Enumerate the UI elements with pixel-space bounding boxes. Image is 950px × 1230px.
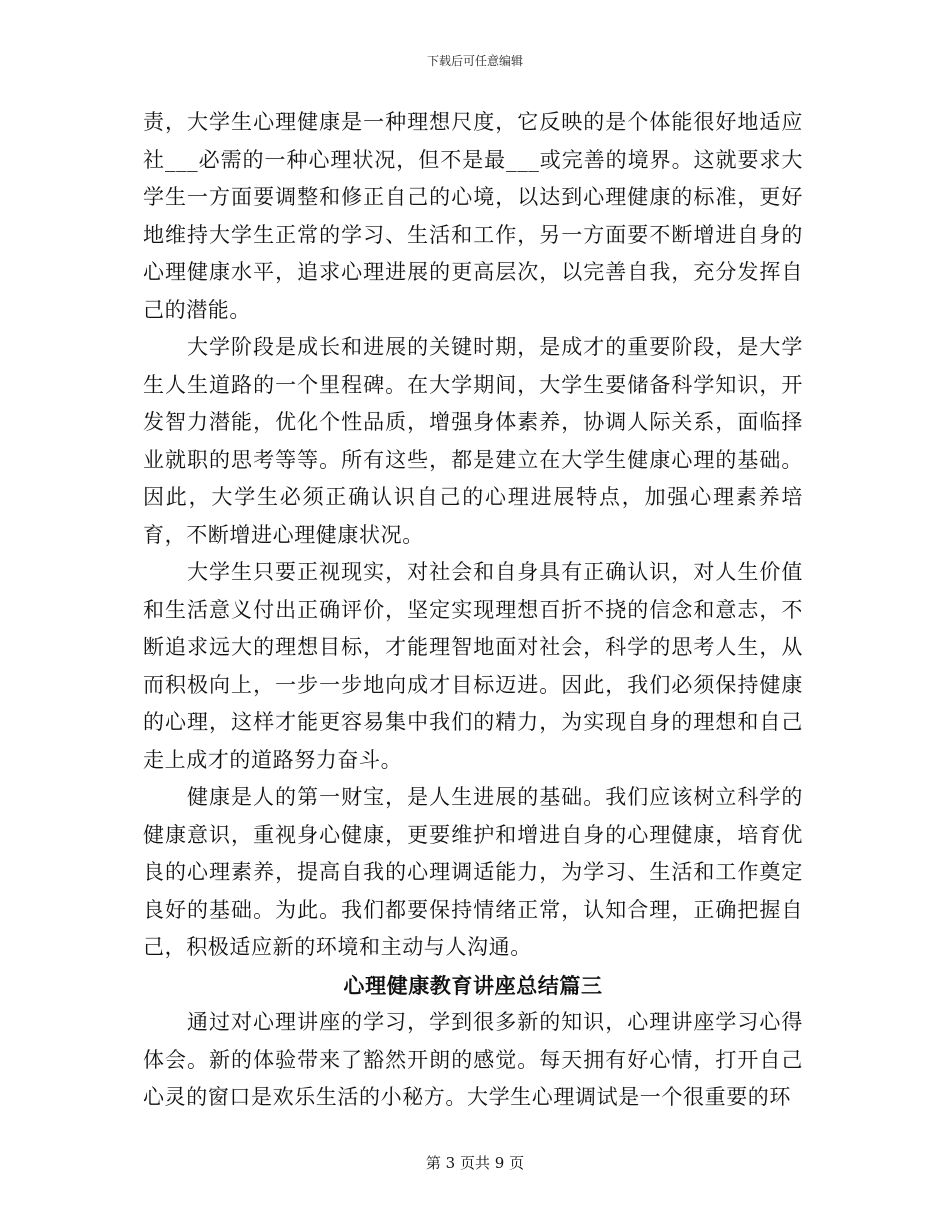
paragraph-continuation: 责，大学生心理健康是一种理想尺度，它反映的是个体能很好地适应社___必需的一种心理状况，但不是最___或完善的境界。这就要求大学生一方面要调整和修正自己的心境，以达到心理健康的标准，更好地维持大学生正常的学习、生活和工作，另一方面要不断增进自身的心理健康水平，追求心理进展的更高层次，以完善自我，充分发挥自己的潜能。: [143, 110, 803, 322]
header-note: 下载后可任意编辑: [426, 54, 523, 68]
section-title: 心理健康教育讲座总结篇三: [343, 972, 603, 998]
paragraph-section-three: 通过对心理讲座的学习，学到很多新的知识，心理讲座学习心得体会。新的体验带来了豁然开朗的感觉。每天拥有好心情，打开自己心灵的窗口是欢乐生活的小秘方。大学生心理调试是一个很重要的环: [143, 1010, 803, 1109]
page-number-footer: 第 3 页共 9 页: [425, 1154, 525, 1172]
paragraph-university-stage: 大学阶段是成长和进展的关键时期，是成才的重要阶段，是大学生人生道路的一个里程碑。在大学期间，大学生要储备科学知识，开发智力潜能，优化个性品质，增强身体素养，协调人际关系，面临择业就职的思考等等。所有这些，都是建立在大学生健康心理的基础。因此，大学生必须正确认识自己的心理进展特点，加强心理素养培育，不断增进心理健康状况。: [143, 335, 803, 547]
paragraph-health-wealth: 健康是人的第一财宝，是人生进展的基础。我们应该树立科学的健康意识，重视身心健康，更要维护和增进自身的心理健康，培育优良的心理素养，提高自我的心理调适能力，为学习、生活和工作奠定良好的基础。为此。我们都要保持情绪正常，认知合理，正确把握自己，积极适应新的环境和主动与人沟通。: [143, 785, 803, 959]
paragraph-face-reality: 大学生只要正视现实，对社会和自身具有正确认识，对人生价值和生活意义付出正确评价，坚定实现理想百折不挠的信念和意志，不断追求远大的理想目标，才能理智地面对社会，科学的思考人生，从而积极向上，一步一步地向成才目标迈进。因此，我们必须保持健康的心理，这样才能更容易集中我们的精力，为实现自身的理想和自己走上成才的道路努力奋斗。: [143, 560, 803, 772]
document-body: [143, 104, 803, 1117]
